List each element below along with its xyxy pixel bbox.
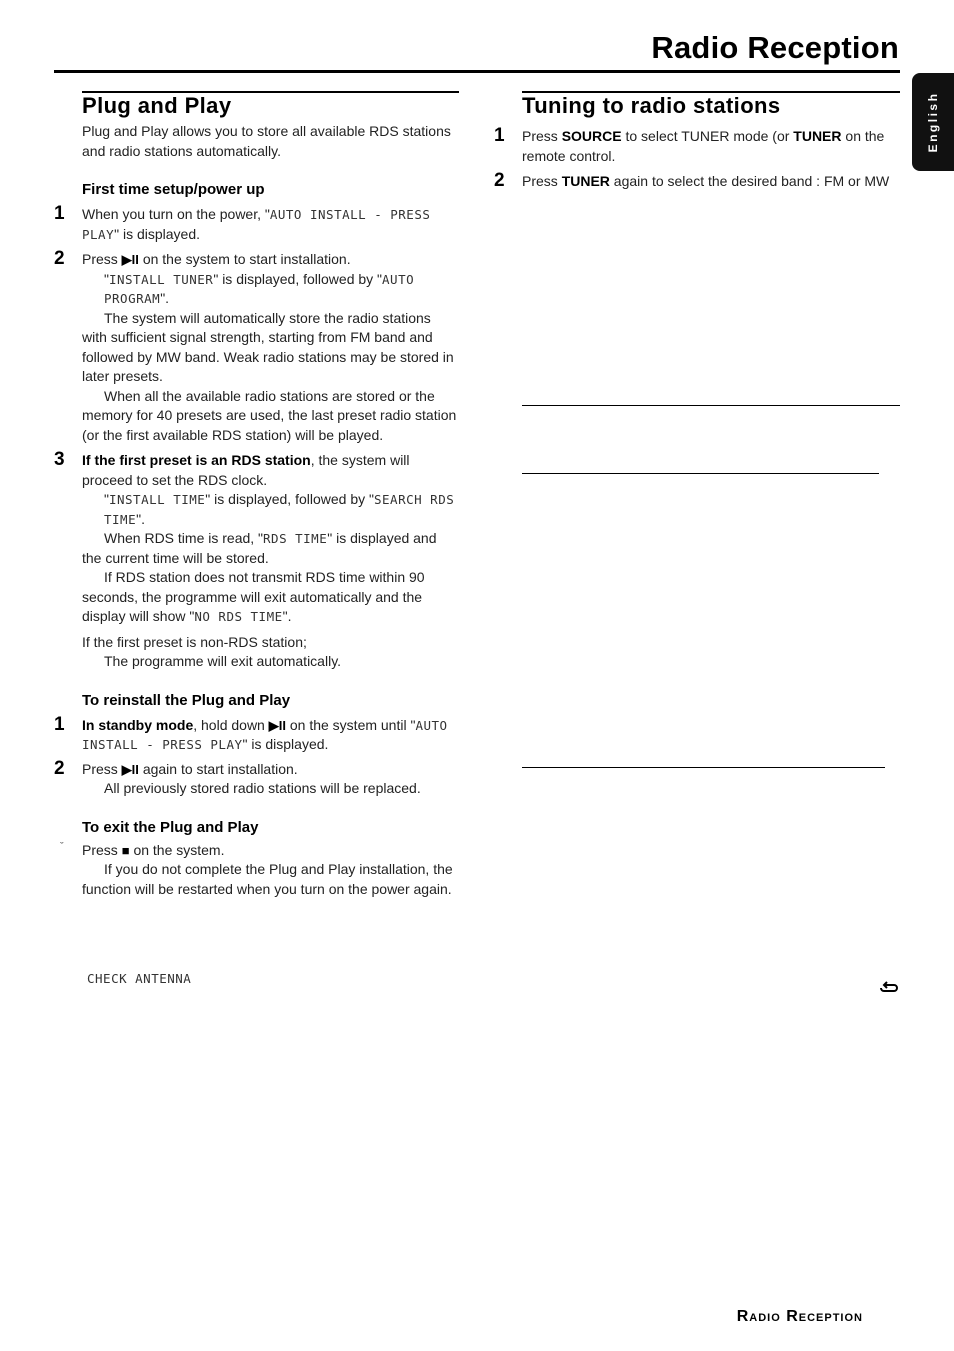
non-rds-sub: The programme will exit automatically.: [104, 653, 342, 669]
divider-rule: [522, 405, 900, 406]
step-number: 2: [54, 757, 65, 779]
step-number: 2: [494, 170, 505, 191]
page-title: Radio Reception: [651, 30, 899, 65]
lcd-text: AUTO INSTALL - PRESS PLAY: [82, 207, 431, 242]
exit-step-text: Press ■ on the system.: [82, 841, 225, 858]
exit-heading: To exit the Plug and Play: [82, 818, 259, 836]
setup-step-3-no-rds: If RDS station does not transmit RDS time within 90 seconds, the programme will exit automatically and the display will show "NO RDS TIME".: [82, 569, 425, 624]
setup-step-2-text: Press ▶II on the system to start installation.: [82, 251, 351, 267]
reinstall-step-1-text: In standby mode, hold down ▶II on the system until "AUTO INSTALL - PRESS PLAY" is displayed.: [82, 716, 448, 752]
language-tab: [912, 73, 954, 171]
setup-step-2-para1: The system will automatically store the radio stations with sufficient signal strength, starting from FM band and followed by MW band. Weak radio stations may be stored in later presets.: [82, 309, 454, 384]
stop-icon: ■: [121, 842, 130, 858]
play-pause-icon: ▶II: [121, 761, 139, 777]
non-rds-note: If the first preset is non-RDS station;: [82, 633, 307, 650]
tuning-step-1-text: Press SOURCE to select TUNER mode (or TUNER on the remote control.: [522, 128, 885, 164]
setup-step-1: [54, 203, 459, 244]
setup-step-1-text: When you turn on the power, "AUTO INSTALL - PRESS PLAY" is displayed.: [82, 206, 431, 242]
setup-step-2: [54, 248, 459, 445]
section-title-tuning: Tuning to radio stations: [522, 93, 781, 118]
reinstall-heading: To reinstall the Plug and Play: [82, 691, 291, 709]
reinstall-step-2: [54, 757, 459, 799]
tuning-step-1: [494, 125, 900, 166]
plug-and-play-column: [54, 91, 459, 899]
title-rule: [54, 70, 900, 73]
tuning-step-2: [494, 170, 900, 192]
divider-rule: [522, 767, 885, 768]
section-title-plug-and-play: Plug and Play: [82, 93, 232, 118]
step-number: 3: [54, 449, 65, 470]
first-setup-heading: First time setup/power up: [82, 181, 265, 198]
setup-step-2-para2: When all the available radio stations are stored or the memory for 40 presets are used, the last preset radio station (or the first available RDS station) will be played.: [82, 387, 457, 443]
divider-rule: [522, 473, 879, 474]
footer-title: Radio Reception: [736, 1308, 863, 1325]
bullet-icon: ˇ: [60, 840, 64, 853]
reinstall-step-2-text: Press ▶II again to start installation.: [82, 760, 298, 777]
reinstall-step-1: [54, 713, 459, 755]
intro-text: Plug and Play allows you to store all available RDS stations and radio stations automatically.: [82, 123, 451, 159]
play-pause-icon: ▶II: [268, 717, 286, 733]
step-number: 2: [54, 248, 65, 269]
step-number: 1: [494, 125, 505, 146]
setup-step-3: [54, 449, 459, 627]
repeat-icon: [880, 981, 900, 995]
setup-step-3-text: If the first preset is an RDS station, the system will proceed to set the RDS clock.: [82, 452, 410, 488]
exit-step: [60, 840, 459, 900]
setup-step-2-display: "INSTALL TUNER" is displayed, followed by "AUTO PROGRAM".: [104, 270, 415, 306]
play-pause-icon: ▶II: [121, 252, 139, 267]
tuning-step-2-text: Press TUNER again to select the desired band : FM or MW: [522, 173, 890, 189]
check-antenna-display: CHECK ANTENNA: [87, 971, 192, 986]
reinstall-step-2-sub: All previously stored radio stations will be replaced.: [104, 780, 421, 796]
setup-step-3-rds-time: When RDS time is read, "RDS TIME" is displayed and the current time will be stored.: [82, 530, 437, 566]
step-number: 1: [54, 203, 65, 224]
language-tab-label: English: [926, 91, 940, 153]
step-number: 1: [54, 713, 65, 735]
tuning-column: [494, 91, 900, 192]
exit-step-sub: If you do not complete the Plug and Play installation, the function will be restarted when you turn on the power again.: [82, 861, 453, 897]
setup-step-3-display: "INSTALL TIME" is displayed, followed by "SEARCH RDS TIME".: [104, 491, 455, 527]
